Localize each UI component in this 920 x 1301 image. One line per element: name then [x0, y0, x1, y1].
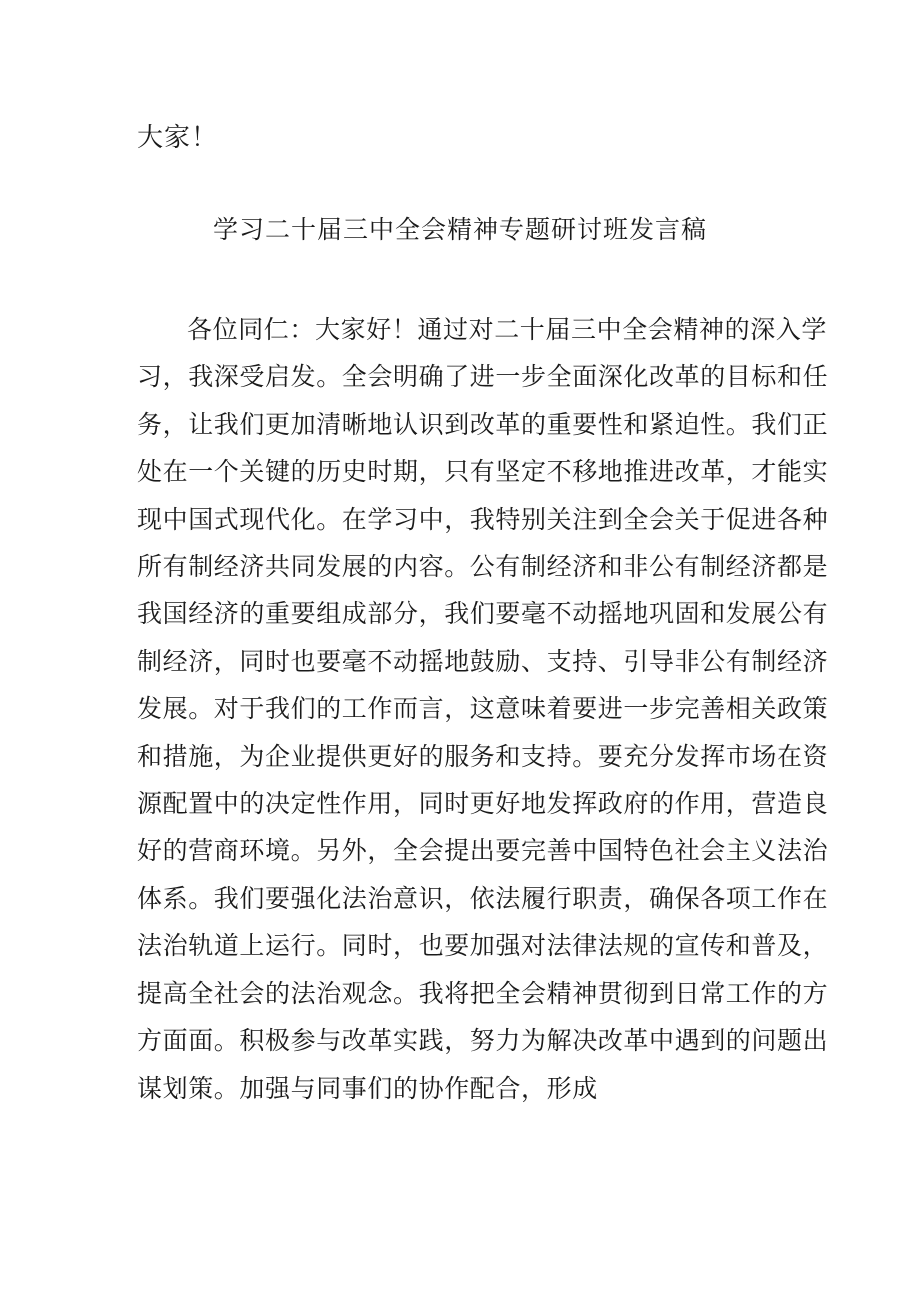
body-line: 制经济，同时也要毫不动摇地鼓励、支持、引导非公有制经济 — [137, 646, 829, 676]
document-title: 学习二十届三中全会精神专题研讨班发言稿 — [212, 215, 707, 244]
speech-body — [137, 306, 829, 1112]
body-line: 源配置中的决定性作用，同时更好地发挥政府的作用，营造良 — [137, 789, 829, 819]
body-line: 体系。我们要强化法治意识，依法履行职责，确保各项工作在 — [137, 883, 829, 913]
body-line: 和措施，为企业提供更好的服务和支持。要充分发挥市场在资 — [137, 741, 829, 771]
body-line: 法治轨道上运行。同时，也要加强对法律法规的宣传和普及， — [137, 931, 829, 961]
body-line: 处在一个关键的历史时期，只有坚定不移地推进改革，才能实 — [137, 457, 829, 487]
body-line: 好的营商环境。另外，全会提出要完善中国特色社会主义法治 — [137, 836, 829, 866]
body-line: 所有制经济共同发展的内容。公有制经济和非公有制经济都是 — [137, 552, 829, 582]
body-line: 方面面。积极参与改革实践，努力为解决改革中遇到的问题出 — [137, 1026, 829, 1056]
body-line: 我国经济的重要组成部分，我们要毫不动摇地巩固和发展公有 — [137, 599, 829, 629]
previous-page-fragment: 大家！ — [137, 123, 219, 153]
body-line: 习，我深受启发。全会明确了进一步全面深化改革的目标和任 — [137, 362, 829, 392]
body-line: 务，让我们更加清晰地认识到改革的重要性和紧迫性。我们正 — [137, 409, 829, 439]
body-line: 现中国式现代化。在学习中，我特别关注到全会关于促进各种 — [137, 504, 829, 534]
body-line: 发展。对于我们的工作而言，这意味着要进一步完善相关政策 — [137, 694, 829, 724]
body-line: 谋划策。加强与同事们的协作配合，形成 — [137, 1073, 598, 1103]
body-line: 提高全社会的法治观念。我将把全会精神贯彻到日常工作的方 — [137, 978, 829, 1008]
body-line: 各位同仁：大家好！通过对二十届三中全会精神的深入学 — [187, 315, 828, 344]
